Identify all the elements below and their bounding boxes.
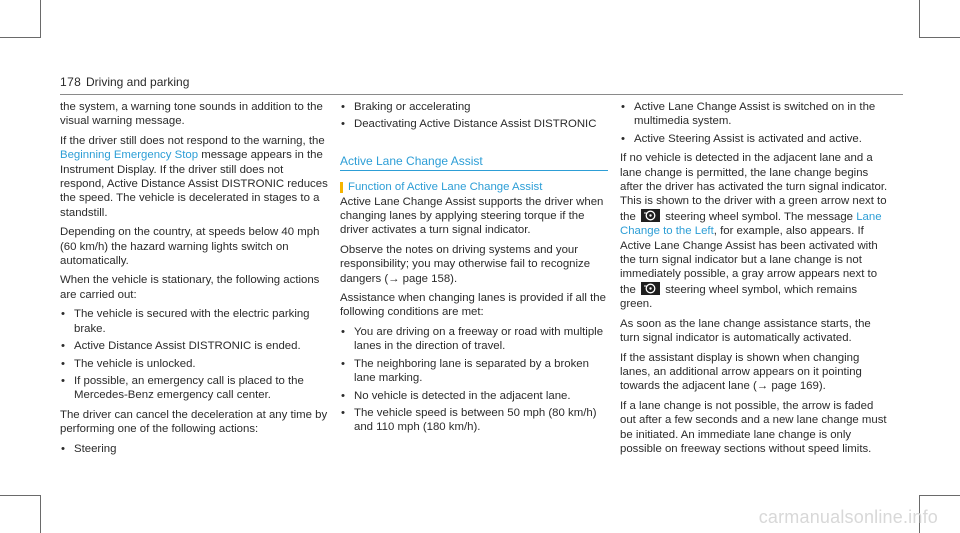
list-item: • Steering [60,442,328,456]
list-item: • The vehicle speed is between 50 mph (80 km/h) and 110 mph (180 km/h). [340,406,608,435]
paragraph: If the driver still does not respond to the warning, the Beginning Emergency Stop message appears in the Instrument Display. If the driver still does not respond, Active Distance Assist DISTRONIC reduces the speed. The vehicle is decelerated in stages to a standstill. [60,134,328,219]
watermark: carmanualsonline.info [758,507,938,527]
message-text: Beginning Emergency Stop [60,149,199,162]
paragraph: If the assistant display is shown when changing lanes, an additional arrow appears on it pointing towards the adjacent lane (→ page 169). [620,351,862,393]
left-column [60,100,328,459]
crop-mark [919,37,960,38]
crop-mark [0,37,41,38]
list-item: • You are driving on a freeway or road with multiple lanes in the direction of travel. [340,325,608,354]
list-item: • If possible, an emergency call is placed to the Mercedes-Benz emergency call center. [60,374,328,403]
list-item: • The neighboring lane is separated by a broken lane marking. [340,357,608,386]
section-title: Active Lane Change Assist [340,154,608,171]
page-number: 178 [60,75,82,89]
right-column [620,100,888,461]
steering-wheel-icon [641,282,660,295]
crop-mark [0,495,41,496]
message-text: Lane Change to the Left [620,210,882,238]
paragraph: the system, a warning tone sounds in addition to the visual warning message. [60,101,323,128]
middle-column [340,100,608,438]
paragraph: The driver can cancel the deceleration at any time by performing one of the following actions: [60,408,328,436]
list-item: • Active Distance Assist DISTRONIC is ended. [60,339,328,353]
section-name: Driving and parking [86,75,190,89]
crop-mark [40,495,41,533]
paragraph: When the vehicle is stationary, the following actions are carried out: [60,274,320,301]
sub-title: Function of Active Lane Change Assist [340,180,608,194]
list-item: • The vehicle is secured with the electric parking brake. [60,307,328,336]
crop-mark [919,495,960,496]
list-item: • The vehicle is unlocked. [60,357,328,371]
page-header [60,72,903,95]
paragraph: If no vehicle is detected in the adjacent lane and a lane change is permitted, the lane change begins after the driver has activated the turn signal indicator. This is shown to the driver with a green arrow next to the steering wheel symbol. The message Lane Change to the Left, for example, also appears. If Active Lane Change Assist has been activated with the turn signal indicator but a lane change is not immediately possible, a gray arrow appears next to the steering wheel symbol, which remains green. [620,152,888,311]
list-item: • No vehicle is detected in the adjacent lane. [340,389,608,403]
steering-wheel-icon [641,209,660,222]
list-item: • Braking or accelerating [340,100,608,114]
list-item: • Active Steering Assist is activated and active. [620,132,888,146]
crop-mark [40,0,41,38]
crop-mark [919,0,920,38]
list-item: • Deactivating Active Distance Assist DISTRONIC [340,117,608,131]
paragraph: As soon as the lane change assistance starts, the turn signal indicator is automatically activated. [620,317,871,345]
paragraph: Depending on the country, at speeds below 40 mph (60 km/h) the hazard warning lights switch on automatically. [60,226,320,268]
paragraph: Observe the notes on driving systems and your responsibility; you may otherwise fail to recognize dangers (→ page 158). [340,243,591,285]
paragraph: If a lane change is not possible, the arrow is faded out after a few seconds and a new lane change must be initiated. An immediate lane change is only possible on freeway sections without speed limits. [620,399,887,455]
paragraph: Active Lane Change Assist supports the driver when changing lanes by applying steering torque if the driver activates a turn signal indicator. [340,195,604,237]
list-item: • Active Lane Change Assist is switched on in the multimedia system. [620,100,888,129]
paragraph: Assistance when changing lanes is provided if all the following conditions are met: [340,292,606,319]
